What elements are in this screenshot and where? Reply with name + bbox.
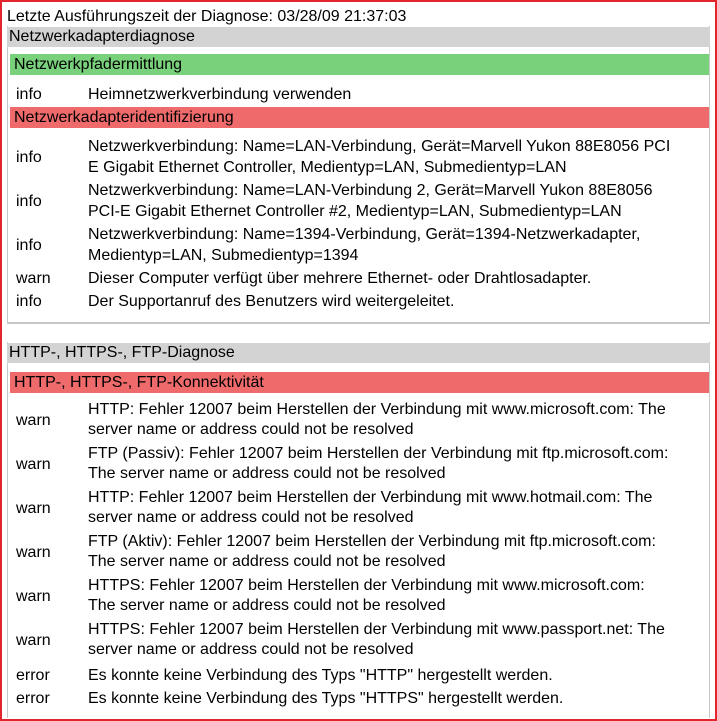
- log-level: warn: [16, 456, 51, 473]
- log-message: Dieser Computer verfügt über mehrere Ethernet- oder Drahtlosadapter.: [88, 270, 592, 287]
- section-header-http-ftp: HTTP-, HTTPS-, FTP-Diagnose: [7, 343, 710, 363]
- log-level: info: [16, 293, 42, 310]
- log-level: warn: [16, 632, 51, 649]
- log-level: warn: [16, 544, 51, 561]
- group-header-network-path: Netzwerkpfadermittlung: [10, 54, 709, 75]
- log-message: Netzwerkverbindung: Name=LAN-Verbindung 2, Gerät=Marvell Yukon 88E8056 PCI-E Gigabit Ethernet Controller #2, Medientyp=LAN, Submedientyp=LAN: [88, 182, 653, 220]
- log-message: HTTPS: Fehler 12007 beim Herstellen der Verbindung mit www.passport.net: The server name or address could not be resolved: [88, 621, 665, 658]
- log-level: warn: [16, 588, 51, 605]
- group-header-adapter-identification: Netzwerkadapteridentifizierung: [10, 107, 709, 128]
- log-message: HTTP: Fehler 12007 beim Herstellen der Verbindung mit www.hotmail.com: The server name or address could not be resolved: [88, 489, 653, 526]
- log-level: info: [16, 86, 42, 103]
- section-box-http-ftp: [7, 342, 710, 718]
- last-run-timestamp: Letzte Ausführungszeit der Diagnose: 03/28/09 21:37:03: [7, 8, 407, 25]
- log-level: info: [16, 149, 42, 166]
- log-level: warn: [16, 412, 51, 429]
- log-message: Heimnetzwerkverbindung verwenden: [88, 86, 352, 103]
- log-level: warn: [16, 270, 51, 287]
- log-message: FTP (Aktiv): Fehler 12007 beim Herstellen der Verbindung mit ftp.microsoft.com: The server name or address could not be resolved: [88, 533, 656, 570]
- section-header-network-adapter: Netzwerkadapterdiagnose: [7, 27, 710, 47]
- log-message: HTTP: Fehler 12007 beim Herstellen der Verbindung mit www.microsoft.com: The server name or address could not be resolved: [88, 401, 666, 438]
- log-message: Netzwerkverbindung: Name=1394-Verbindung, Gerät=1394-Netzwerkadapter, Medientyp=LAN, Submedientyp=1394: [88, 226, 641, 264]
- log-level: error: [16, 690, 50, 707]
- log-message: Der Supportanruf des Benutzers wird weitergeleitet.: [88, 293, 455, 310]
- log-level: info: [16, 237, 42, 254]
- log-message: Netzwerkverbindung: Name=LAN-Verbindung, Gerät=Marvell Yukon 88E8056 PCI E Gigabit Ethernet Controller, Medientyp=LAN, Submedientyp=LAN: [88, 138, 671, 176]
- log-level: error: [16, 667, 50, 684]
- log-message: HTTPS: Fehler 12007 beim Herstellen der Verbindung mit www.microsoft.com: The server name or address could not be resolved: [88, 577, 645, 614]
- log-message: Es konnte keine Verbindung des Typs "HTTPS" hergestellt werden.: [88, 690, 564, 707]
- log-level: warn: [16, 500, 51, 517]
- log-level: info: [16, 193, 42, 210]
- group-header-http-connectivity: HTTP-, HTTPS-, FTP-Konnektivität: [10, 372, 709, 393]
- log-message: Es konnte keine Verbindung des Typs "HTTP" hergestellt werden.: [88, 667, 553, 684]
- log-message: FTP (Passiv): Fehler 12007 beim Herstellen der Verbindung mit ftp.microsoft.com: The server name or address could not be resolved: [88, 445, 669, 482]
